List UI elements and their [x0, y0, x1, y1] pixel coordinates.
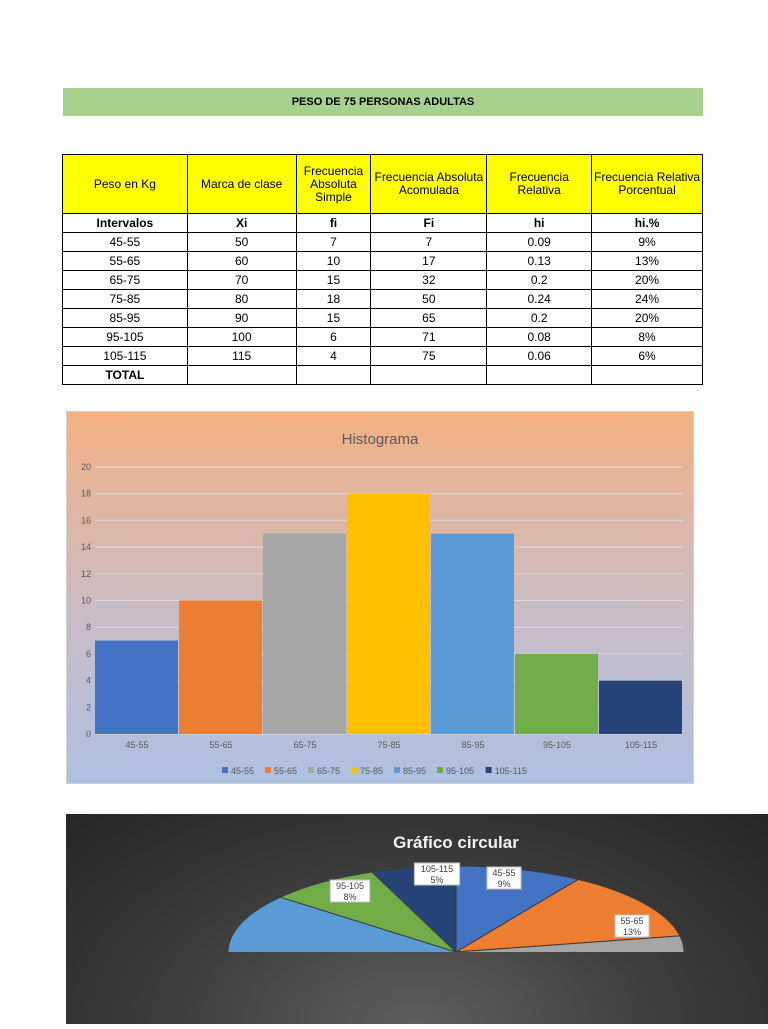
table-cell: 65-75 [63, 271, 188, 290]
table-total-row [63, 366, 703, 385]
table-cell: 0.08 [487, 328, 592, 347]
pie-chart [66, 814, 768, 1024]
header-cell: Frecuencia Relativa Porcentual [592, 155, 703, 214]
y-tick-label: 2 [85, 702, 91, 713]
x-tick-label: 65-75 [293, 740, 317, 750]
pie-svg [66, 814, 768, 1024]
histogram-title: Histograma [341, 431, 419, 448]
table-cell: 105-115 [63, 347, 188, 366]
table-cell: 32 [371, 271, 487, 290]
table-cell: 60 [187, 252, 296, 271]
x-tick-label: 55-65 [209, 740, 233, 750]
table-cell: 4 [296, 347, 371, 366]
legend-swatch [486, 767, 492, 773]
y-tick-label: 20 [80, 462, 91, 472]
legend-swatch [351, 767, 357, 773]
histogram-bar [515, 654, 598, 734]
histogram-bar [95, 641, 178, 734]
y-tick-label: 18 [80, 488, 91, 499]
pie-title: Gráfico circular [393, 833, 519, 852]
legend-label: 105-115 [494, 766, 527, 776]
table-cell: 75-85 [63, 290, 188, 309]
table-cell [296, 366, 371, 385]
y-tick-label: 0 [85, 729, 91, 739]
x-tick-label: 95-105 [542, 740, 572, 750]
table-cell: 10 [296, 252, 371, 271]
x-tick-label: 105-115 [624, 740, 658, 750]
histogram-svg [67, 412, 693, 783]
table-cell [371, 366, 487, 385]
table-cell: 13% [592, 252, 703, 271]
y-tick-label: 10 [80, 595, 91, 606]
subheader-cell: hi [487, 214, 592, 233]
legend-label: 95-105 [446, 766, 475, 776]
table-cell: 0.09 [487, 233, 592, 252]
table-cell: 50 [371, 290, 487, 309]
legend-label: 55-65 [274, 766, 298, 776]
y-tick-label: 4 [85, 675, 91, 686]
header-cell: Frecuencia Absoluta Acomulada [371, 155, 487, 214]
subheader-cell: Xi [187, 214, 296, 233]
table-cell: 24% [592, 290, 703, 309]
table-title: PESO DE 75 PERSONAS ADULTAS [291, 96, 475, 108]
table-cell: 15 [296, 271, 371, 290]
table-row [63, 347, 703, 366]
legend-label: 75-85 [360, 766, 384, 776]
subheader-cell: hi.% [592, 214, 703, 233]
table-cell: 0.13 [487, 252, 592, 271]
table-cell: 20% [592, 309, 703, 328]
legend-swatch [265, 767, 271, 773]
y-tick-label: 16 [80, 515, 91, 526]
legend-swatch [308, 767, 314, 773]
table-title-banner [63, 88, 703, 116]
y-tick-label: 8 [85, 622, 91, 633]
table-cell: 90 [187, 309, 296, 328]
table-cell [487, 366, 592, 385]
y-tick-label: 12 [80, 568, 91, 579]
pie-label-category: 95-105 [335, 881, 365, 891]
table-cell: 80 [187, 290, 296, 309]
subheader-cell: Intervalos [63, 214, 188, 233]
table-cell: 100 [187, 328, 296, 347]
table-cell: 0.2 [487, 271, 592, 290]
histogram-bar [263, 534, 346, 734]
pie-slices [228, 866, 684, 1024]
pie-label-percent: 8% [343, 892, 357, 902]
table-cell: 65 [371, 309, 487, 328]
table-cell: 17 [371, 252, 487, 271]
table-cell: 45-55 [63, 233, 188, 252]
table-subheader-row [63, 214, 703, 233]
x-tick-label: 85-95 [461, 740, 485, 750]
subheader-cell: fi [296, 214, 371, 233]
legend-swatch [394, 767, 400, 773]
legend-label: 85-95 [403, 766, 427, 776]
histogram-bar [599, 681, 682, 734]
pie-label-category: 45-55 [492, 868, 516, 878]
table-cell: 20% [592, 271, 703, 290]
frequency-table [62, 154, 703, 385]
pie-slice [456, 936, 684, 1024]
table-cell: 50 [187, 233, 296, 252]
total-label: TOTAL [63, 366, 188, 385]
header-cell: Marca de clase [187, 155, 296, 214]
legend-swatch [437, 767, 443, 773]
table-row [63, 233, 703, 252]
table-cell: 0.06 [487, 347, 592, 366]
table-cell: 6 [296, 328, 371, 347]
table-cell: 0.24 [487, 290, 592, 309]
table-cell: 75 [371, 347, 487, 366]
histogram-chart [66, 411, 694, 784]
table-cell: 8% [592, 328, 703, 347]
header-cell: Frecuencia Relativa [487, 155, 592, 214]
table-cell: 15 [296, 309, 371, 328]
table-row [63, 328, 703, 347]
table-cell: 18 [296, 290, 371, 309]
table-cell: 7 [296, 233, 371, 252]
table-row [63, 290, 703, 309]
table-row [63, 271, 703, 290]
pie-label-category: 105-115 [420, 864, 454, 874]
table-cell: 71 [371, 328, 487, 347]
table-cell: 55-65 [63, 252, 188, 271]
table-cell: 7 [371, 233, 487, 252]
table-cell: 85-95 [63, 309, 188, 328]
table-cell: 95-105 [63, 328, 188, 347]
pie-label-percent: 5% [430, 875, 444, 885]
table-row [63, 252, 703, 271]
x-tick-label: 75-85 [377, 740, 401, 750]
table-cell [592, 366, 703, 385]
header-cell: Frecuencia Absoluta Simple [296, 155, 371, 214]
histogram-bar [179, 601, 262, 735]
y-tick-label: 6 [85, 648, 91, 659]
x-tick-label: 45-55 [125, 740, 149, 750]
histogram-bar [431, 534, 514, 734]
pie-label-percent: 13% [622, 927, 642, 937]
legend-label: 45-55 [231, 766, 255, 776]
legend-label: 65-75 [317, 766, 341, 776]
table-row [63, 309, 703, 328]
table-cell: 70 [187, 271, 296, 290]
y-tick-label: 14 [80, 542, 91, 553]
table-cell: 0.2 [487, 309, 592, 328]
table-cell: 6% [592, 347, 703, 366]
subheader-cell: Fi [371, 214, 487, 233]
table-cell [187, 366, 296, 385]
histogram-bar [347, 494, 430, 734]
header-cell: Peso en Kg [63, 155, 188, 214]
table-cell: 115 [187, 347, 296, 366]
legend-swatch [222, 767, 228, 773]
pie-label-percent: 9% [497, 879, 511, 889]
table-header-row [63, 155, 703, 214]
pie-label-category: 55-65 [620, 916, 644, 926]
pie-slice [263, 952, 565, 1024]
table-cell: 9% [592, 233, 703, 252]
